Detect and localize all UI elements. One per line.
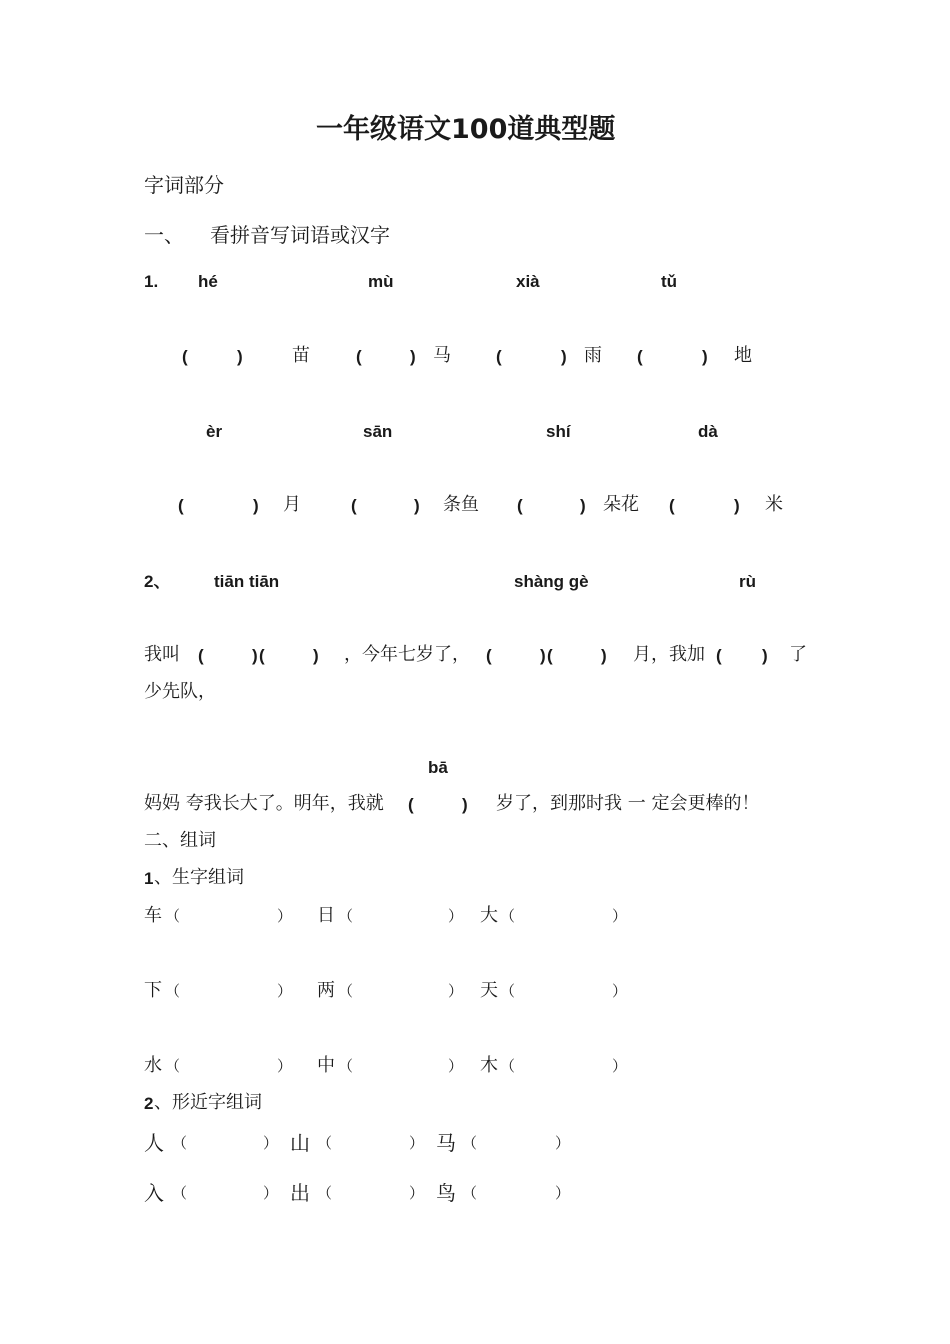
char: 月 [283,494,301,515]
sentence-text: 岁了，到那时我 一 定会更棒的！ [496,793,760,814]
pinyin: hé [198,272,218,291]
sentence-text: 了 [789,644,807,665]
blank-open: ( [547,646,553,665]
blank-open: ( [259,646,265,665]
pinyin: xià [516,272,540,291]
blank-close: ） [263,1134,279,1152]
blank-open: ( [198,646,204,665]
blank-open: ( [716,646,722,665]
pinyin: tǔ [661,272,678,291]
part1-number: 一、 [144,223,184,247]
blank-close: ） [612,1057,628,1075]
pinyin: dà [698,422,718,441]
blank-open: ( [356,347,362,366]
s2-label: 、形近字组词 [154,1092,262,1113]
blank-close: ) [414,496,420,515]
char: 马 [436,1131,456,1155]
blank-close: ) [237,347,243,366]
blank-close: ) [601,646,607,665]
sentence-text: ，今年七岁了， [344,644,470,665]
blank-open: ( [178,496,184,515]
blank-close: ） [277,907,293,925]
blank-open: ( [408,795,414,814]
blank-close: ) [253,496,259,515]
blank-open: （ [165,982,181,1000]
char: 两 [317,980,335,1001]
pinyin: tiān tiān [214,572,280,591]
s1-number: 1 [144,869,154,888]
sentence-text: 月，我加 [633,644,705,665]
char: 日 [317,905,335,926]
blank-open: ( [637,347,643,366]
blank-close: ） [555,1134,571,1152]
blank-close: ） [277,982,293,1000]
blank-close: ） [409,1184,425,1202]
blank-close: ) [462,795,468,814]
blank-close: ) [702,347,708,366]
pinyin: bā [428,758,448,777]
blank-close: ） [612,907,628,925]
blank-open: （ [172,1184,188,1202]
pinyin: shí [546,422,571,441]
char: 山 [290,1131,310,1155]
s2-number: 2 [144,1094,154,1113]
char: 大 [480,905,498,926]
char: 米 [765,494,783,515]
blank-open: （ [338,907,354,925]
char: 马 [433,345,451,366]
blank-open: ( [517,496,523,515]
char: 地 [734,345,752,366]
char: 朵花 [603,494,639,515]
char: 木 [480,1055,498,1076]
char: 雨 [584,345,602,366]
blank-close: ) [561,347,567,366]
blank-open: （ [165,907,181,925]
s1-label: 、生字组词 [154,867,244,888]
char: 车 [144,905,162,926]
blank-open: （ [172,1134,188,1152]
char: 人 [144,1131,164,1155]
blank-close: ) [252,646,258,665]
char: 出 [290,1181,310,1205]
blank-open: （ [165,1057,181,1075]
char: 鸟 [436,1181,456,1205]
blank-close: ) [313,646,319,665]
blank-open: ( [496,347,502,366]
blank-open: （ [500,907,516,925]
blank-close: ） [409,1134,425,1152]
blank-close: ） [277,1057,293,1075]
blank-open: （ [500,1057,516,1075]
pinyin: mù [368,272,394,291]
section-heading: 字词部分 [144,173,224,197]
blank-open: （ [462,1134,478,1152]
part1-heading: 看拼音写词语或汉字 [210,223,390,247]
blank-close: ） [263,1184,279,1202]
blank-open: （ [462,1184,478,1202]
blank-open: ( [669,496,675,515]
sentence-text: 妈妈 夸我长大了。明年，我就 [144,793,384,814]
blank-open: （ [317,1134,333,1152]
blank-open: （ [500,982,516,1000]
blank-close: ） [448,982,464,1000]
blank-close: ) [410,347,416,366]
char: 中 [317,1055,335,1076]
blank-open: ( [351,496,357,515]
q2-number: 2、 [144,572,171,591]
blank-close: ) [762,646,768,665]
blank-close: ) [734,496,740,515]
page-title: 一年级语文100道典型题 [316,114,616,145]
q1-number: 1. [144,272,159,291]
blank-close: ) [540,646,546,665]
part2-heading: 二、组词 [144,830,216,851]
pinyin: èr [206,422,223,441]
char: 水 [144,1055,162,1076]
blank-close: ） [555,1184,571,1202]
blank-open: ( [486,646,492,665]
sentence-text: 我叫 [144,644,180,665]
char: 入 [144,1181,164,1205]
blank-close: ） [448,1057,464,1075]
pinyin: shàng gè [514,572,589,591]
blank-close: ） [612,982,628,1000]
blank-open: （ [317,1184,333,1202]
blank-open: （ [338,1057,354,1075]
pinyin: sān [363,422,393,441]
sentence-text: 少先队， [144,681,216,702]
blank-close: ) [580,496,586,515]
char: 天 [480,980,498,1001]
blank-close: ） [448,907,464,925]
char: 条鱼 [443,494,479,515]
char: 下 [144,980,162,1001]
blank-open: ( [182,347,188,366]
pinyin: rù [739,572,756,591]
blank-open: （ [338,982,354,1000]
char: 苗 [292,345,310,366]
